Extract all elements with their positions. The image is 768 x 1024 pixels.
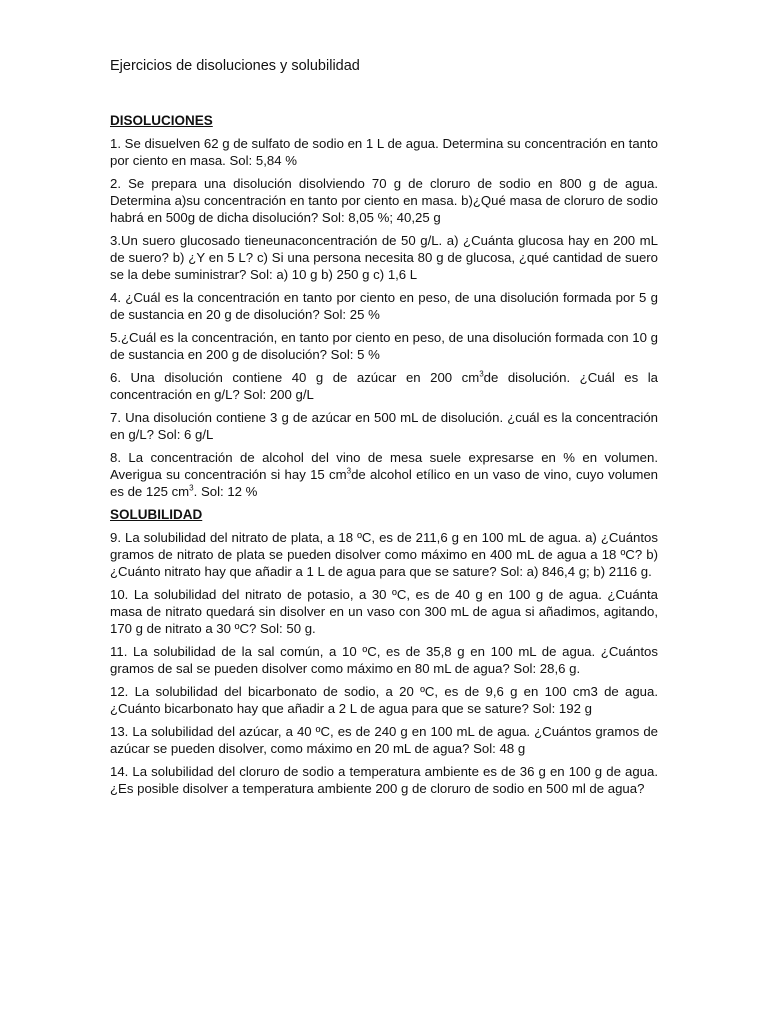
exercise-paragraph — [110, 232, 658, 283]
document-page — [110, 56, 658, 803]
exercise-text: 12. La solubilidad del bicarbonato de sodio, a 20 ºC, es de 9,6 g en 100 cm3 de agua. ¿Cuánto bicarbonato hay que añadir a 2 L de agua para que se sature? Sol: 192 g — [110, 684, 658, 716]
exercise-text: 13. La solubilidad del azúcar, a 40 ºC, es de 240 g en 100 mL de agua. ¿Cuántos gramos de azúcar se pueden disolver, como máximo en 20 mL de agua? Sol: 48 g — [110, 724, 658, 756]
exercise-paragraph — [110, 449, 658, 500]
exercise-paragraph — [110, 175, 658, 226]
section-solubilidad — [110, 506, 658, 797]
section-disoluciones — [110, 112, 658, 500]
exercise-paragraph — [110, 409, 658, 443]
exercise-paragraph — [110, 329, 658, 363]
exercise-text: 5.¿Cuál es la concentración, en tanto por ciento en peso, de una disolución formada con 10 g de sustancia en 200 g de disolución? Sol: 5 % — [110, 330, 658, 362]
exercise-text: 4. ¿Cuál es la concentración en tanto por ciento en peso, de una disolución formada por 5 g de sustancia en 20 g de disolución? Sol: 25 % — [110, 290, 658, 322]
exercise-paragraph — [110, 683, 658, 717]
exercise-text: de disolución. ¿Cuál es la concentración en g/L? Sol: 200 g/L — [110, 370, 659, 402]
superscript: 3 — [479, 369, 484, 379]
superscript: 3 — [346, 466, 352, 476]
exercise-text: 1. Se disuelven 62 g de sulfato de sodio en 1 L de agua. Determina su concentración en tanto por ciento en masa. Sol: 5,84 % — [110, 136, 658, 168]
section-heading: DISOLUCIONES — [110, 113, 213, 128]
superscript: 3 — [189, 483, 194, 493]
exercise-text: . Sol: 12 % — [193, 484, 258, 499]
exercise-paragraph — [110, 643, 658, 677]
exercise-text: 11. La solubilidad de la sal común, a 10 ºC, es de 35,8 g en 100 mL de agua. ¿Cuántos gramos de sal se pueden disolver como máximo en 80 mL de agua? Sol: 28,6 g. — [110, 644, 658, 676]
exercise-text: 6. Una disolución contiene 40 g de azúcar en 200 cm — [110, 370, 480, 385]
exercise-paragraph — [110, 586, 658, 637]
exercise-text: 3.Un suero glucosado tieneunaconcentración de 50 g/L. a) ¿Cuánta glucosa hay en 200 mL de suero? b) ¿Y en 5 L? c) Si una persona necesita 80 g de glucosa, ¿qué cantidad de suero se la debe suministrar? Sol: a) 10 g b) 250 g c) 1,6 L — [110, 233, 658, 282]
exercise-text: 8. La concentración de alcohol del vino de mesa suele expresarse en % en volumen. Averigua su concentración si hay 15 cm — [110, 450, 658, 482]
exercise-text: 7. Una disolución contiene 3 g de azúcar en 500 mL de disolución. ¿cuál es la concentración en g/L? Sol: 6 g/L — [110, 410, 658, 442]
exercise-paragraph — [110, 135, 658, 169]
document-body — [110, 112, 658, 797]
exercise-text: de alcohol etílico en un vaso de vino, cuyo volumen es de 125 cm — [110, 467, 658, 499]
exercise-text: 14. La solubilidad del cloruro de sodio a temperatura ambiente es de 36 g en 100 g de agua. ¿Es posible disolver a temperatura ambiente 200 g de cloruro de sodio en 500 ml de agua? — [110, 764, 658, 796]
exercise-text: 2. Se prepara una disolución disolviendo 70 g de cloruro de sodio en 800 g de agua. Determina a)su concentración en tanto por ciento en masa. b)¿Qué masa de cloruro de sodio habrá en 500g de dicha disolución? Sol: 8,05 %; 40,25 g — [110, 176, 658, 225]
exercise-paragraph — [110, 529, 658, 580]
section-heading: SOLUBILIDAD — [110, 507, 203, 522]
exercise-paragraph — [110, 369, 658, 403]
exercise-text: 9. La solubilidad del nitrato de plata, a 18 ºC, es de 211,6 g en 100 mL de agua. a) ¿Cuántos gramos de nitrato de plata se pueden disolver como máximo en 400 mL de agua a 18 ºC? b) ¿Cuánto nitrato hay que añadir a 1 L de agua para que se sature? Sol: a) 846,4 g; b) 2116 g. — [110, 530, 658, 579]
exercise-text: 10. La solubilidad del nitrato de potasio, a 30 ºC, es de 40 g en 100 g de agua. ¿Cuánta masa de nitrato quedará sin disolver en un vaso con 300 mL de agua si añadimos, agitando, 170 g de nitrato a 30 ºC? Sol: 50 g. — [110, 587, 658, 636]
document-title: Ejercicios de disoluciones y solubilidad — [110, 58, 360, 74]
exercise-paragraph — [110, 763, 658, 797]
exercise-paragraph — [110, 289, 658, 323]
exercise-paragraph — [110, 723, 658, 757]
